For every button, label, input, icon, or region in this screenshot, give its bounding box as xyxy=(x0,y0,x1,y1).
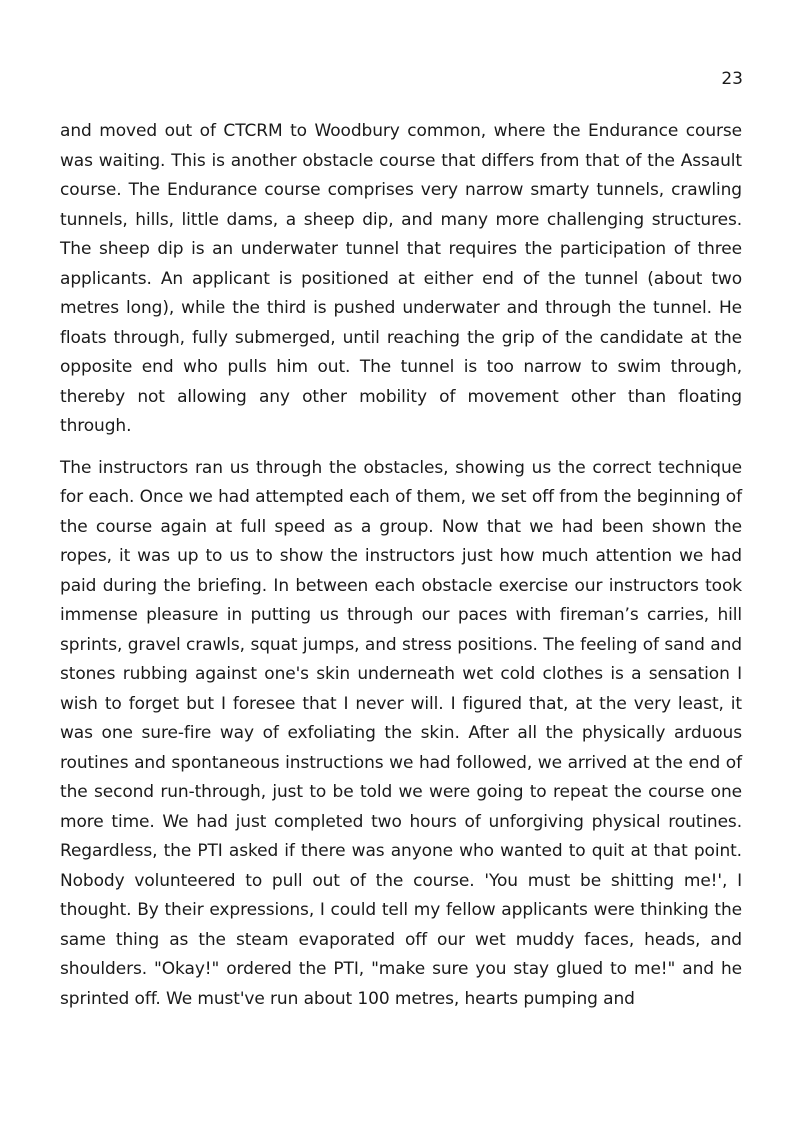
paragraph: The instructors ran us through the obstacles, showing us the correct technique for each. Once we had attempted each of them, we set off from the beginning of the course again at full speed as a group. Now that we had been shown the ropes, it was up to us to show the instructors just how much attention we had paid during the briefing. In between each obstacle exercise our instructors took immense pleasure in putting us through our paces with fireman’s carries, hill sprints, gravel crawls, squat jumps, and stress positions. The feeling of sand and stones rubbing against one's skin underneath wet cold clothes is a sensation I wish to forget but I foresee that I never will. I figured that, at the very least, it was one sure-fire way of exfoliating the skin. After all the physically arduous routines and spontaneous instructions we had followed, we arrived at the end of the second run-through, just to be told we were going to repeat the course one more time. We had just completed two hours of unforgiving physical routines. Regardless, the PTI asked if there was anyone who wanted to quit at that point. Nobody volunteered to pull out of the course. 'You must be shitting me!', I thought. By their expressions, I could tell my fellow applicants were thinking the same thing as the steam evaporated off our wet muddy faces, heads, and shoulders. "Okay!" ordered the PTI, "make sure you stay glued to me!" and he sprinted off. We must've run about 100 metres, hearts pumping and xyxy=(60,457,742,1009)
body-text xyxy=(60,117,742,1014)
page-number: 23 xyxy=(721,69,743,89)
paragraph: and moved out of CTCRM to Woodbury common, where the Endurance course was waiting. This is another obstacle course that differs from that of the Assault course. The Endurance course comprises very narrow smarty tunnels, crawling tunnels, hills, little dams, a sheep dip, and many more challenging structures. The sheep dip is an underwater tunnel that requires the participation of three applicants. An applicant is positioned at either end of the tunnel (about two metres long), while the third is pushed underwater and through the tunnel. He floats through, fully submerged, until reaching the grip of the candidate at the opposite end who pulls him out. The tunnel is too narrow to swim through, thereby not allowing any other mobility of movement other than floating through. xyxy=(60,121,742,436)
